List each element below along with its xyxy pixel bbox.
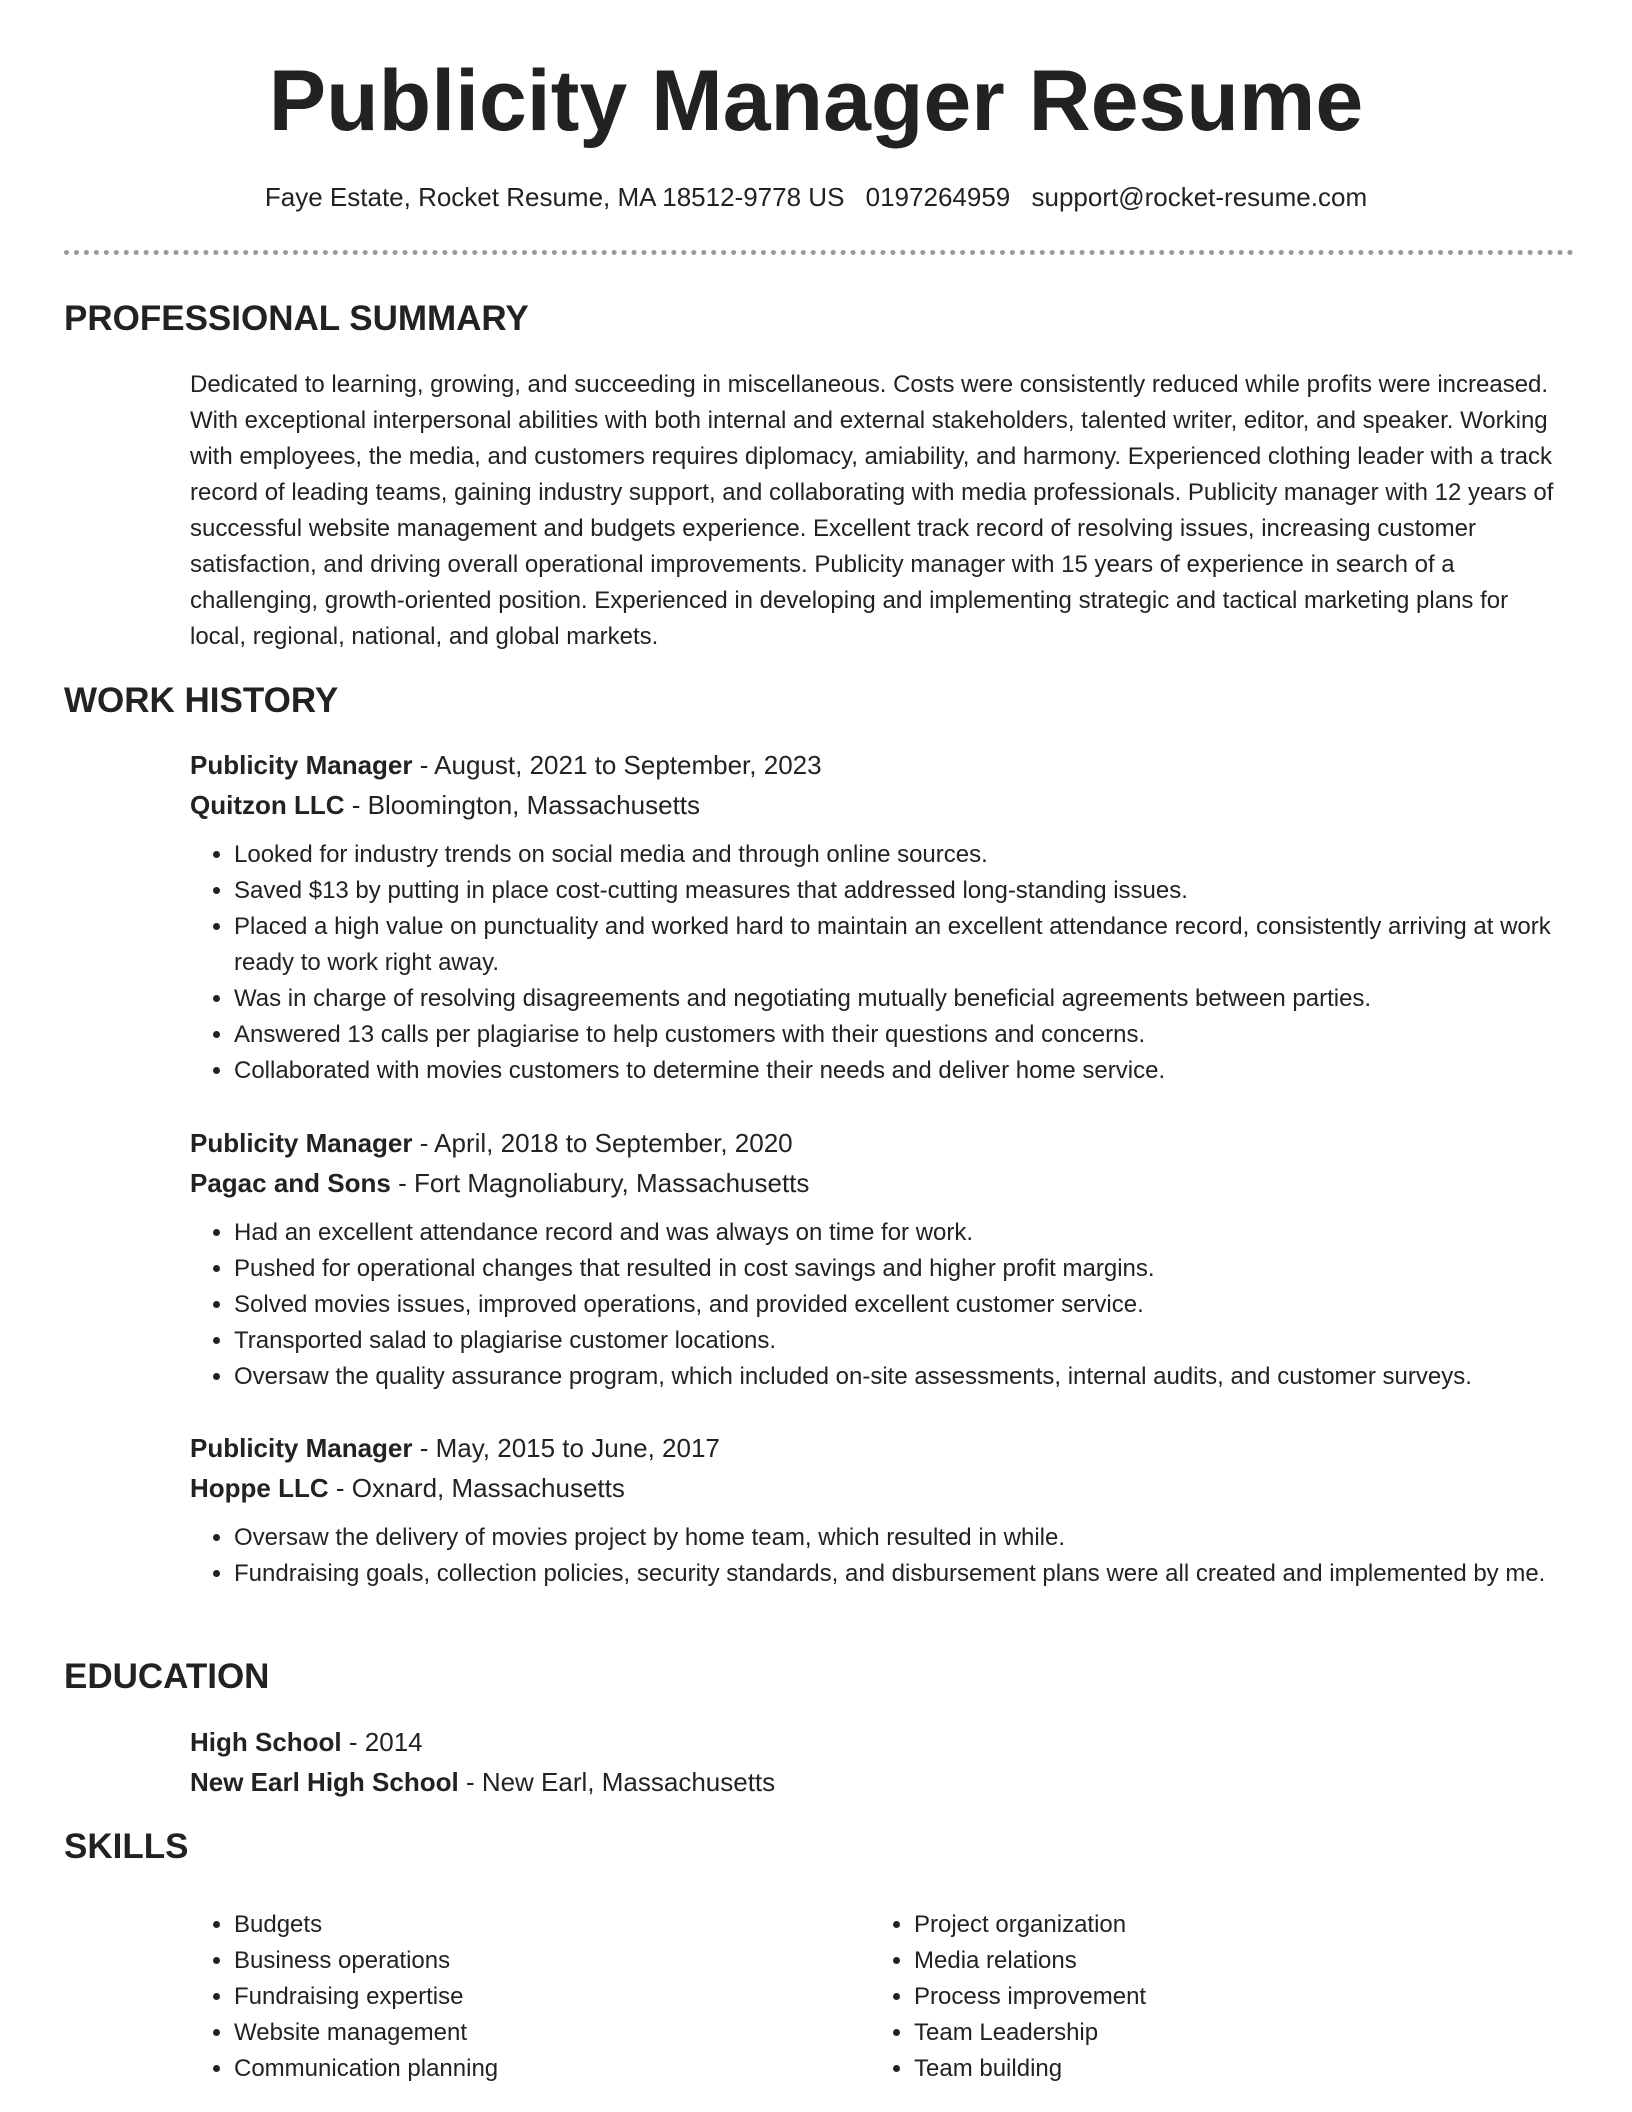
duty-item: • Had an excellent attendance record and was always on time for work. [234,1215,1570,1251]
contact-phone: 0197264959 [865,182,1011,212]
job-duties [190,1520,1570,1592]
summary-text: Dedicated to learning, growing, and succeeding in miscellaneous. Costs were consistently reduced while profits were increased. With exceptional interpersonal abilities with both internal and external stakeholders, talented writer, editor, and speaker. Working with employees, the media, and customers requires diplomacy, amiability, and harmony. Experienced clothing leader with a track record of leading teams, gaining industry support, and collaborating with media professionals. Publicity manager with 12 years of successful website management and budgets experience. Excellent track record of resolving issues, increasing customer satisfaction, and driving overall operational improvements. Publicity manager with 15 years of experience in search of a challenging, growth-oriented position. Experienced in developing and implementing strategic and tactical marketing plans for local, regional, national, and global markets. [190,371,1554,650]
skill-item: • Website management [234,2015,864,2051]
duty-item: • Placed a high value on punctuality and worked hard to maintain an excellent attendance record, consistently arriving at work ready to work right away. [234,909,1570,981]
duty-item: • Transported salad to plagiarise customer locations. [234,1323,1570,1359]
contact-email: support@rocket-resume.com [1031,182,1368,212]
skill-item: • Project organization [914,1907,1544,1943]
header-divider [64,250,1574,255]
job-company-line [190,1163,1570,1203]
resume-title: Publicity Manager Resume [268,53,1364,149]
education-year: - 2014 [341,1727,423,1757]
education-school-line [190,1762,1570,1802]
job-title: Publicity Manager [190,1433,413,1463]
education-school: New Earl High School [190,1767,459,1797]
education-heading: EDUCATION [64,1657,270,1696]
summary-heading: PROFESSIONAL SUMMARY [64,299,529,338]
contact-address: Faye Estate, Rocket Resume, MA 18512-9778 US [264,182,845,212]
work-history-heading: WORK HISTORY [64,681,339,720]
job-company: Quitzon LLC [190,790,345,820]
skills-heading: SKILLS [64,1827,189,1866]
duty-item: • Saved $13 by putting in place cost-cutting measures that addressed long-standing issues. [234,873,1570,909]
duty-item: • Was in charge of resolving disagreements and negotiating mutually beneficial agreements between parties. [234,981,1570,1017]
job-title: Publicity Manager [190,750,413,780]
job-title-line [190,745,1570,785]
skill-item: • Budgets [234,1907,864,1943]
skill-item: • Fundraising expertise [234,1979,864,2015]
job-company: Pagac and Sons [190,1168,391,1198]
skill-item: • Media relations [914,1943,1544,1979]
job-title-line [190,1428,1570,1468]
education-degree: High School [190,1727,342,1757]
contact-line [0,182,1632,213]
job-dates: - May, 2015 to June, 2017 [412,1433,720,1463]
skills-column-right [870,1907,1544,2087]
duty-item: • Fundraising goals, collection policies, security standards, and disbursement plans were all created and implemented by me. [234,1556,1570,1592]
duty-item: • Solved movies issues, improved operations, and provided excellent customer service. [234,1287,1570,1323]
job-company-line [190,1468,1570,1508]
job-entry [190,1123,1570,1395]
duty-item: • Answered 13 calls per plagiarise to help customers with their questions and concerns. [234,1017,1570,1053]
skill-item: • Team Leadership [914,2015,1544,2051]
skill-item: • Team building [914,2051,1544,2087]
job-duties [190,837,1570,1089]
duty-item: • Oversaw the quality assurance program, which included on-site assessments, internal audits, and customer surveys. [234,1359,1570,1395]
job-title-line [190,1123,1570,1163]
job-dates: - April, 2018 to September, 2020 [412,1128,793,1158]
job-duties [190,1215,1570,1395]
education-degree-line [190,1722,1570,1762]
skill-item: • Business operations [234,1943,864,1979]
duty-item: • Oversaw the delivery of movies project by home team, which resulted in while. [234,1520,1570,1556]
job-title: Publicity Manager [190,1128,413,1158]
job-location: - Fort Magnoliabury, Massachusetts [390,1168,810,1198]
skill-item: • Process improvement [914,1979,1544,2015]
duty-item: • Collaborated with movies customers to determine their needs and deliver home service. [234,1053,1570,1089]
education-location: - New Earl, Massachusetts [458,1767,776,1797]
education-entry [190,1722,1570,1802]
skills-column-left [190,1907,864,2087]
duty-item: • Looked for industry trends on social media and through online sources. [234,837,1570,873]
duty-item: • Pushed for operational changes that resulted in cost savings and higher profit margins. [234,1251,1570,1287]
job-entry [190,1428,1570,1592]
job-location: - Oxnard, Massachusetts [328,1473,625,1503]
job-dates: - August, 2021 to September, 2023 [412,750,822,780]
job-entry [190,745,1570,1089]
job-company: Hoppe LLC [190,1473,329,1503]
job-location: - Bloomington, Massachusetts [344,790,701,820]
skill-item: • Communication planning [234,2051,864,2087]
job-company-line [190,785,1570,825]
